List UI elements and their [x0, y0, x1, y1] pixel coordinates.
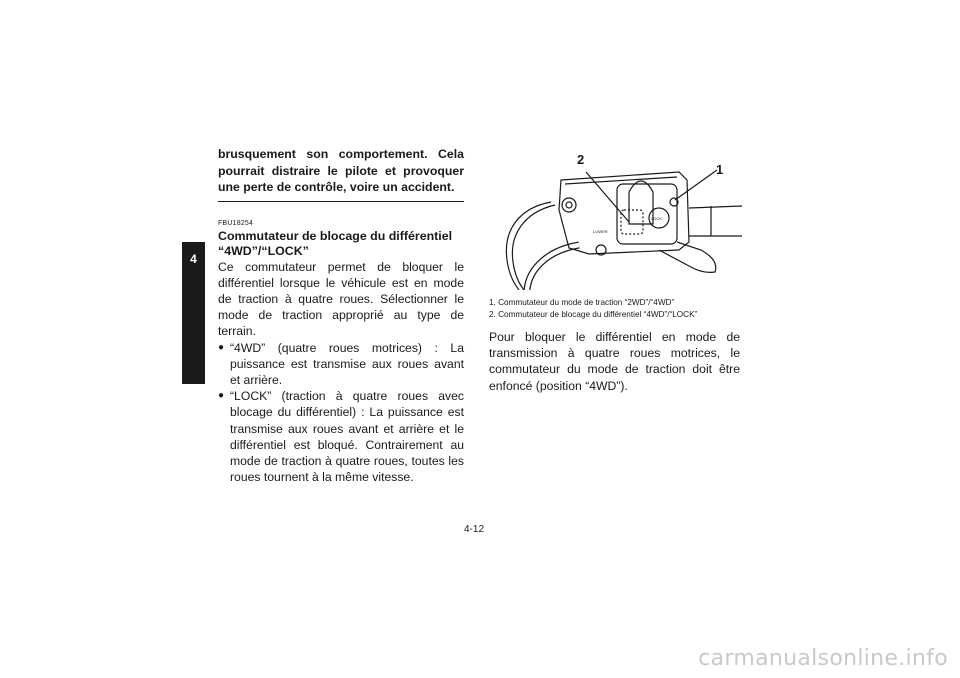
handlebar-drawing [489, 150, 742, 290]
warning-divider [218, 201, 464, 202]
list-item-text: “4WD” (quatre roues motrices) : La puissance est transmise aux roues avant et arrière. [230, 340, 464, 387]
callout-1: 1 [716, 162, 724, 177]
figure-caption-1: 1. Commutateur du mode de traction “2WD”/“4WD” [489, 298, 675, 307]
page-number: 4-12 [464, 524, 485, 535]
lock-instruction-paragraph: Pour bloquer le différentiel en mode de transmission à quatre roues motrices, le commutateur du mode de traction doit être enfoncé (position “4WD”). [489, 330, 740, 393]
intro-paragraph: Ce commutateur permet de bloquer le différentiel lorsque le véhicule est en mode de traction à quatre roues. Sélectionner le mode de traction approprié au type de terrain. [218, 259, 464, 339]
bullet-icon: ● [218, 341, 225, 353]
chapter-tab [182, 242, 205, 384]
mode-list [218, 340, 464, 486]
callout-2: 2 [577, 152, 585, 167]
bullet-icon: ● [218, 390, 225, 402]
section-code: FBU18254 [218, 219, 254, 227]
hose-inner [527, 245, 579, 290]
list-item [218, 388, 464, 485]
watermark: carmanualsonline.info [698, 646, 948, 671]
handlebar-switch-illustration [489, 150, 742, 290]
list-item-text: “LOCK” (traction à quatre roues avec blocage du différentiel) : La puissance est transmise aux roues avant et arrière et le différentiel est bloqué. Contrairement au mode de traction à quatre roues, toutes les roues tournent à la même vitesse. [230, 389, 464, 485]
section-heading-line-1: Commutateur de blocage du différentiel [218, 228, 453, 243]
chapter-number: 4 [190, 252, 197, 266]
figure-caption-2: 2. Commutateur de blocage du différentiel “4WD”/“LOCK” [489, 310, 698, 319]
right-column [489, 297, 740, 394]
knob [562, 198, 576, 212]
lock-switch [621, 210, 643, 234]
switch-label: LOCK [651, 216, 662, 221]
brake-lever [659, 242, 716, 272]
leader-line-2 [586, 172, 629, 222]
section-heading-line-2: “4WD”/“LOCK” [218, 243, 309, 258]
knob-label: LOWER [593, 229, 608, 234]
warning-text: brusquement son comportement. Cela pourrait distraire le pilote et provoquer une perte de contrôle, voire un accident. [218, 147, 464, 194]
left-column [218, 146, 464, 485]
list-item [218, 340, 464, 389]
section-heading [218, 229, 464, 259]
